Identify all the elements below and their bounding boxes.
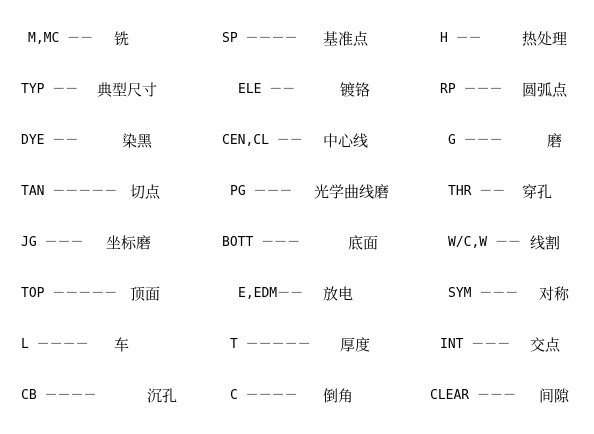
abbr-t: T －－－－－ bbox=[230, 337, 311, 352]
meaning-sp: 基准点 bbox=[323, 30, 369, 48]
meaning-ele: 镀铬 bbox=[340, 81, 371, 99]
meaning-wc: 线割 bbox=[530, 234, 561, 252]
abbr-bott: BOTT －－－ bbox=[222, 235, 301, 250]
abbr-g: G －－－ bbox=[448, 133, 503, 148]
abbr-int: INT －－－ bbox=[440, 337, 511, 352]
abbr-sp: SP －－－－ bbox=[222, 31, 298, 46]
meaning-edm: 放电 bbox=[323, 285, 354, 303]
meaning-mmc: 铣 bbox=[114, 30, 130, 48]
abbr-c: C －－－－ bbox=[230, 388, 298, 403]
meaning-jg: 坐标磨 bbox=[106, 234, 152, 252]
meaning-rp: 圆弧点 bbox=[522, 81, 568, 99]
abbr-rp: RP －－－ bbox=[440, 82, 503, 97]
abbr-top: TOP －－－－－ bbox=[21, 286, 118, 301]
abbr-cb: CB －－－－ bbox=[21, 388, 97, 403]
meaning-pg: 光学曲线磨 bbox=[314, 183, 390, 201]
meaning-dye: 染黑 bbox=[122, 132, 153, 150]
abbr-typ: TYP －－ bbox=[21, 82, 79, 97]
abbr-sym: SYM －－－ bbox=[448, 286, 519, 301]
meaning-t: 厚度 bbox=[340, 336, 371, 354]
meaning-tan: 切点 bbox=[130, 183, 161, 201]
meaning-h: 热处理 bbox=[522, 30, 568, 48]
abbr-jg: JG －－－ bbox=[21, 235, 84, 250]
meaning-top: 顶面 bbox=[130, 285, 161, 303]
abbr-pg: PG －－－ bbox=[230, 184, 293, 199]
meaning-typ: 典型尺寸 bbox=[97, 81, 158, 99]
abbr-mmc: M,MC －－ bbox=[28, 31, 94, 46]
abbr-tan: TAN －－－－－ bbox=[21, 184, 118, 199]
abbr-wc: W/C,W －－ bbox=[448, 235, 521, 250]
meaning-sym: 对称 bbox=[539, 285, 570, 303]
meaning-g: 磨 bbox=[547, 132, 563, 150]
meaning-l: 车 bbox=[114, 336, 130, 354]
meaning-cb: 沉孔 bbox=[147, 387, 178, 405]
meaning-clear: 间隙 bbox=[539, 387, 570, 405]
meaning-c: 倒角 bbox=[323, 387, 354, 405]
meaning-thr: 穿孔 bbox=[522, 183, 553, 201]
abbr-dye: DYE －－ bbox=[21, 133, 79, 148]
abbr-l: L －－－－ bbox=[21, 337, 89, 352]
abbr-clear: CLEAR －－－ bbox=[430, 388, 516, 403]
abbr-ele: ELE －－ bbox=[238, 82, 296, 97]
meaning-int: 交点 bbox=[530, 336, 561, 354]
abbr-edm: E,EDM－－ bbox=[238, 286, 304, 301]
meaning-cen-cl: 中心线 bbox=[323, 132, 369, 150]
abbr-h: H －－ bbox=[440, 31, 482, 46]
abbr-thr: THR －－ bbox=[448, 184, 506, 199]
meaning-bott: 底面 bbox=[348, 234, 379, 252]
abbr-cen-cl: CEN,CL －－ bbox=[222, 133, 303, 148]
